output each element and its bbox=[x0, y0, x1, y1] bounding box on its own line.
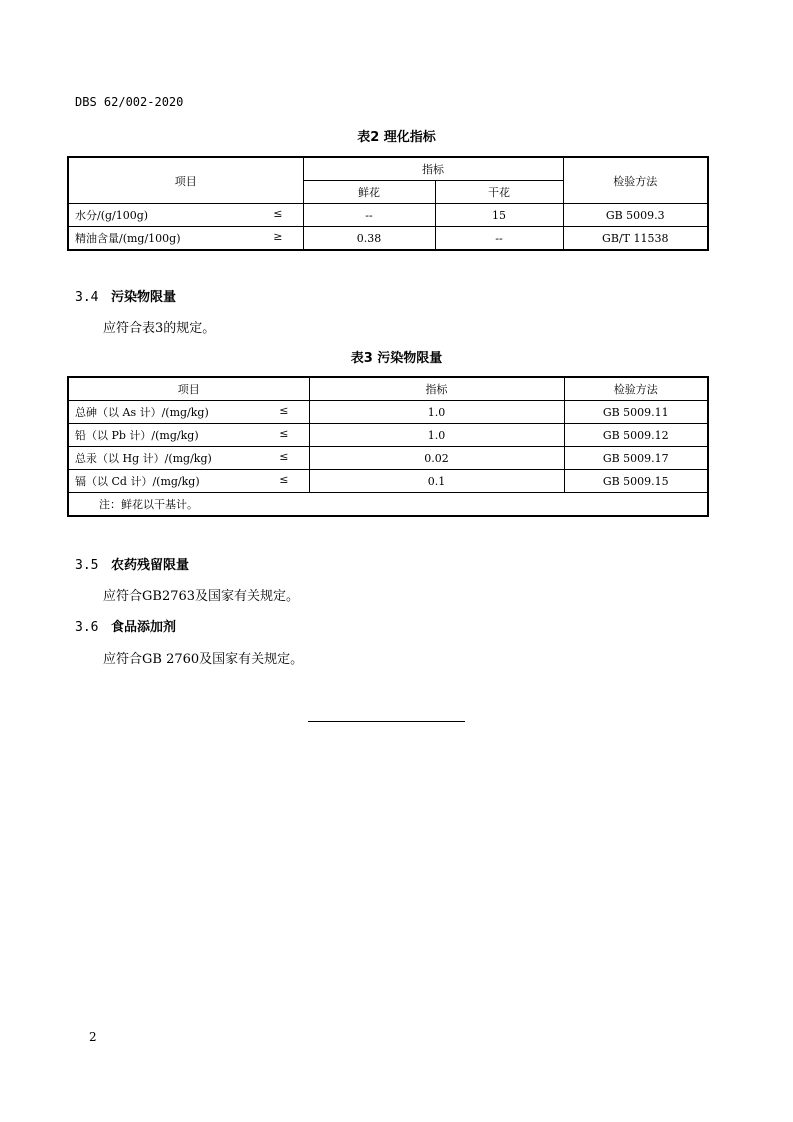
table3-header-index: 指标 bbox=[309, 377, 564, 401]
table-cell-value: 1.0 bbox=[309, 424, 564, 447]
table-cell-dry: 15 bbox=[435, 204, 563, 227]
table2-header-index: 指标 bbox=[303, 157, 563, 181]
section-3-6-heading bbox=[75, 616, 176, 635]
table-row bbox=[68, 424, 708, 447]
comparison-symbol: ≤ bbox=[279, 404, 289, 417]
section-title: 污染物限量 bbox=[111, 290, 177, 305]
item-label: 精油含量/(mg/100g) bbox=[75, 232, 181, 245]
item-label: 铅（以 Pb 计）/(mg/kg) bbox=[75, 429, 199, 442]
item-label: 镉（以 Cd 计）/(mg/kg) bbox=[75, 475, 200, 488]
table-row bbox=[68, 447, 708, 470]
section-number: 3.6 bbox=[75, 620, 99, 635]
table3-header-method: 检验方法 bbox=[564, 377, 708, 401]
table3-header-item: 项目 bbox=[68, 377, 309, 401]
table-cell-item bbox=[68, 424, 309, 447]
table2-physicochemical bbox=[67, 156, 709, 251]
section-number: 3.4 bbox=[75, 290, 99, 305]
table-row bbox=[68, 401, 708, 424]
comparison-symbol: ≤ bbox=[273, 207, 283, 220]
table-cell-fresh: -- bbox=[303, 204, 435, 227]
table-cell-fresh: 0.38 bbox=[303, 227, 435, 251]
table-cell-item bbox=[68, 401, 309, 424]
table-cell-item bbox=[68, 447, 309, 470]
table-row bbox=[68, 227, 708, 251]
item-label: 水分/(g/100g) bbox=[75, 209, 149, 222]
document-code: DBS 62/002-2020 bbox=[75, 95, 184, 109]
table2-header-dry: 干花 bbox=[435, 181, 563, 204]
comparison-symbol: ≥ bbox=[273, 230, 283, 243]
table2-header-item: 项目 bbox=[68, 157, 303, 204]
table-cell-method: GB 5009.11 bbox=[564, 401, 708, 424]
end-of-document-rule bbox=[308, 721, 465, 722]
section-3-6-text: 应符合GB 2760及国家有关规定。 bbox=[103, 652, 304, 667]
table-cell-item bbox=[68, 227, 303, 251]
table-cell-method: GB 5009.3 bbox=[563, 204, 708, 227]
section-title: 农药残留限量 bbox=[111, 558, 190, 573]
table3-contaminants bbox=[67, 376, 709, 517]
table-cell-method: GB 5009.12 bbox=[564, 424, 708, 447]
comparison-symbol: ≤ bbox=[279, 473, 289, 486]
table-row bbox=[68, 470, 708, 493]
table-cell-value: 0.1 bbox=[309, 470, 564, 493]
item-label: 总汞（以 Hg 计）/(mg/kg) bbox=[75, 452, 212, 465]
comparison-symbol: ≤ bbox=[279, 450, 289, 463]
table-row bbox=[68, 204, 708, 227]
table-cell-method: GB 5009.15 bbox=[564, 470, 708, 493]
table2-header-method: 检验方法 bbox=[563, 157, 708, 204]
table-cell-method: GB 5009.17 bbox=[564, 447, 708, 470]
table-cell-dry: -- bbox=[435, 227, 563, 251]
table-note-row bbox=[68, 493, 708, 517]
table-cell-method: GB/T 11538 bbox=[563, 227, 708, 251]
table-cell-item bbox=[68, 204, 303, 227]
table-cell-item bbox=[68, 470, 309, 493]
table2-caption: 表2 理化指标 bbox=[357, 130, 436, 145]
table2-header-fresh: 鲜花 bbox=[303, 181, 435, 204]
table-cell-value: 0.02 bbox=[309, 447, 564, 470]
section-3-5-heading bbox=[75, 554, 189, 573]
table3-caption: 表3 污染物限量 bbox=[350, 351, 443, 366]
comparison-symbol: ≤ bbox=[279, 427, 289, 440]
page-number: 2 bbox=[89, 1030, 97, 1044]
section-number: 3.5 bbox=[75, 558, 99, 573]
table-cell-value: 1.0 bbox=[309, 401, 564, 424]
section-3-4-heading bbox=[75, 286, 176, 305]
section-title: 食品添加剂 bbox=[111, 620, 177, 635]
table-note: 注：鲜花以干基计。 bbox=[68, 493, 708, 517]
section-3-5-text: 应符合GB2763及国家有关规定。 bbox=[103, 589, 300, 604]
section-3-4-text: 应符合表3的规定。 bbox=[103, 321, 216, 336]
item-label: 总砷（以 As 计）/(mg/kg) bbox=[75, 406, 209, 419]
